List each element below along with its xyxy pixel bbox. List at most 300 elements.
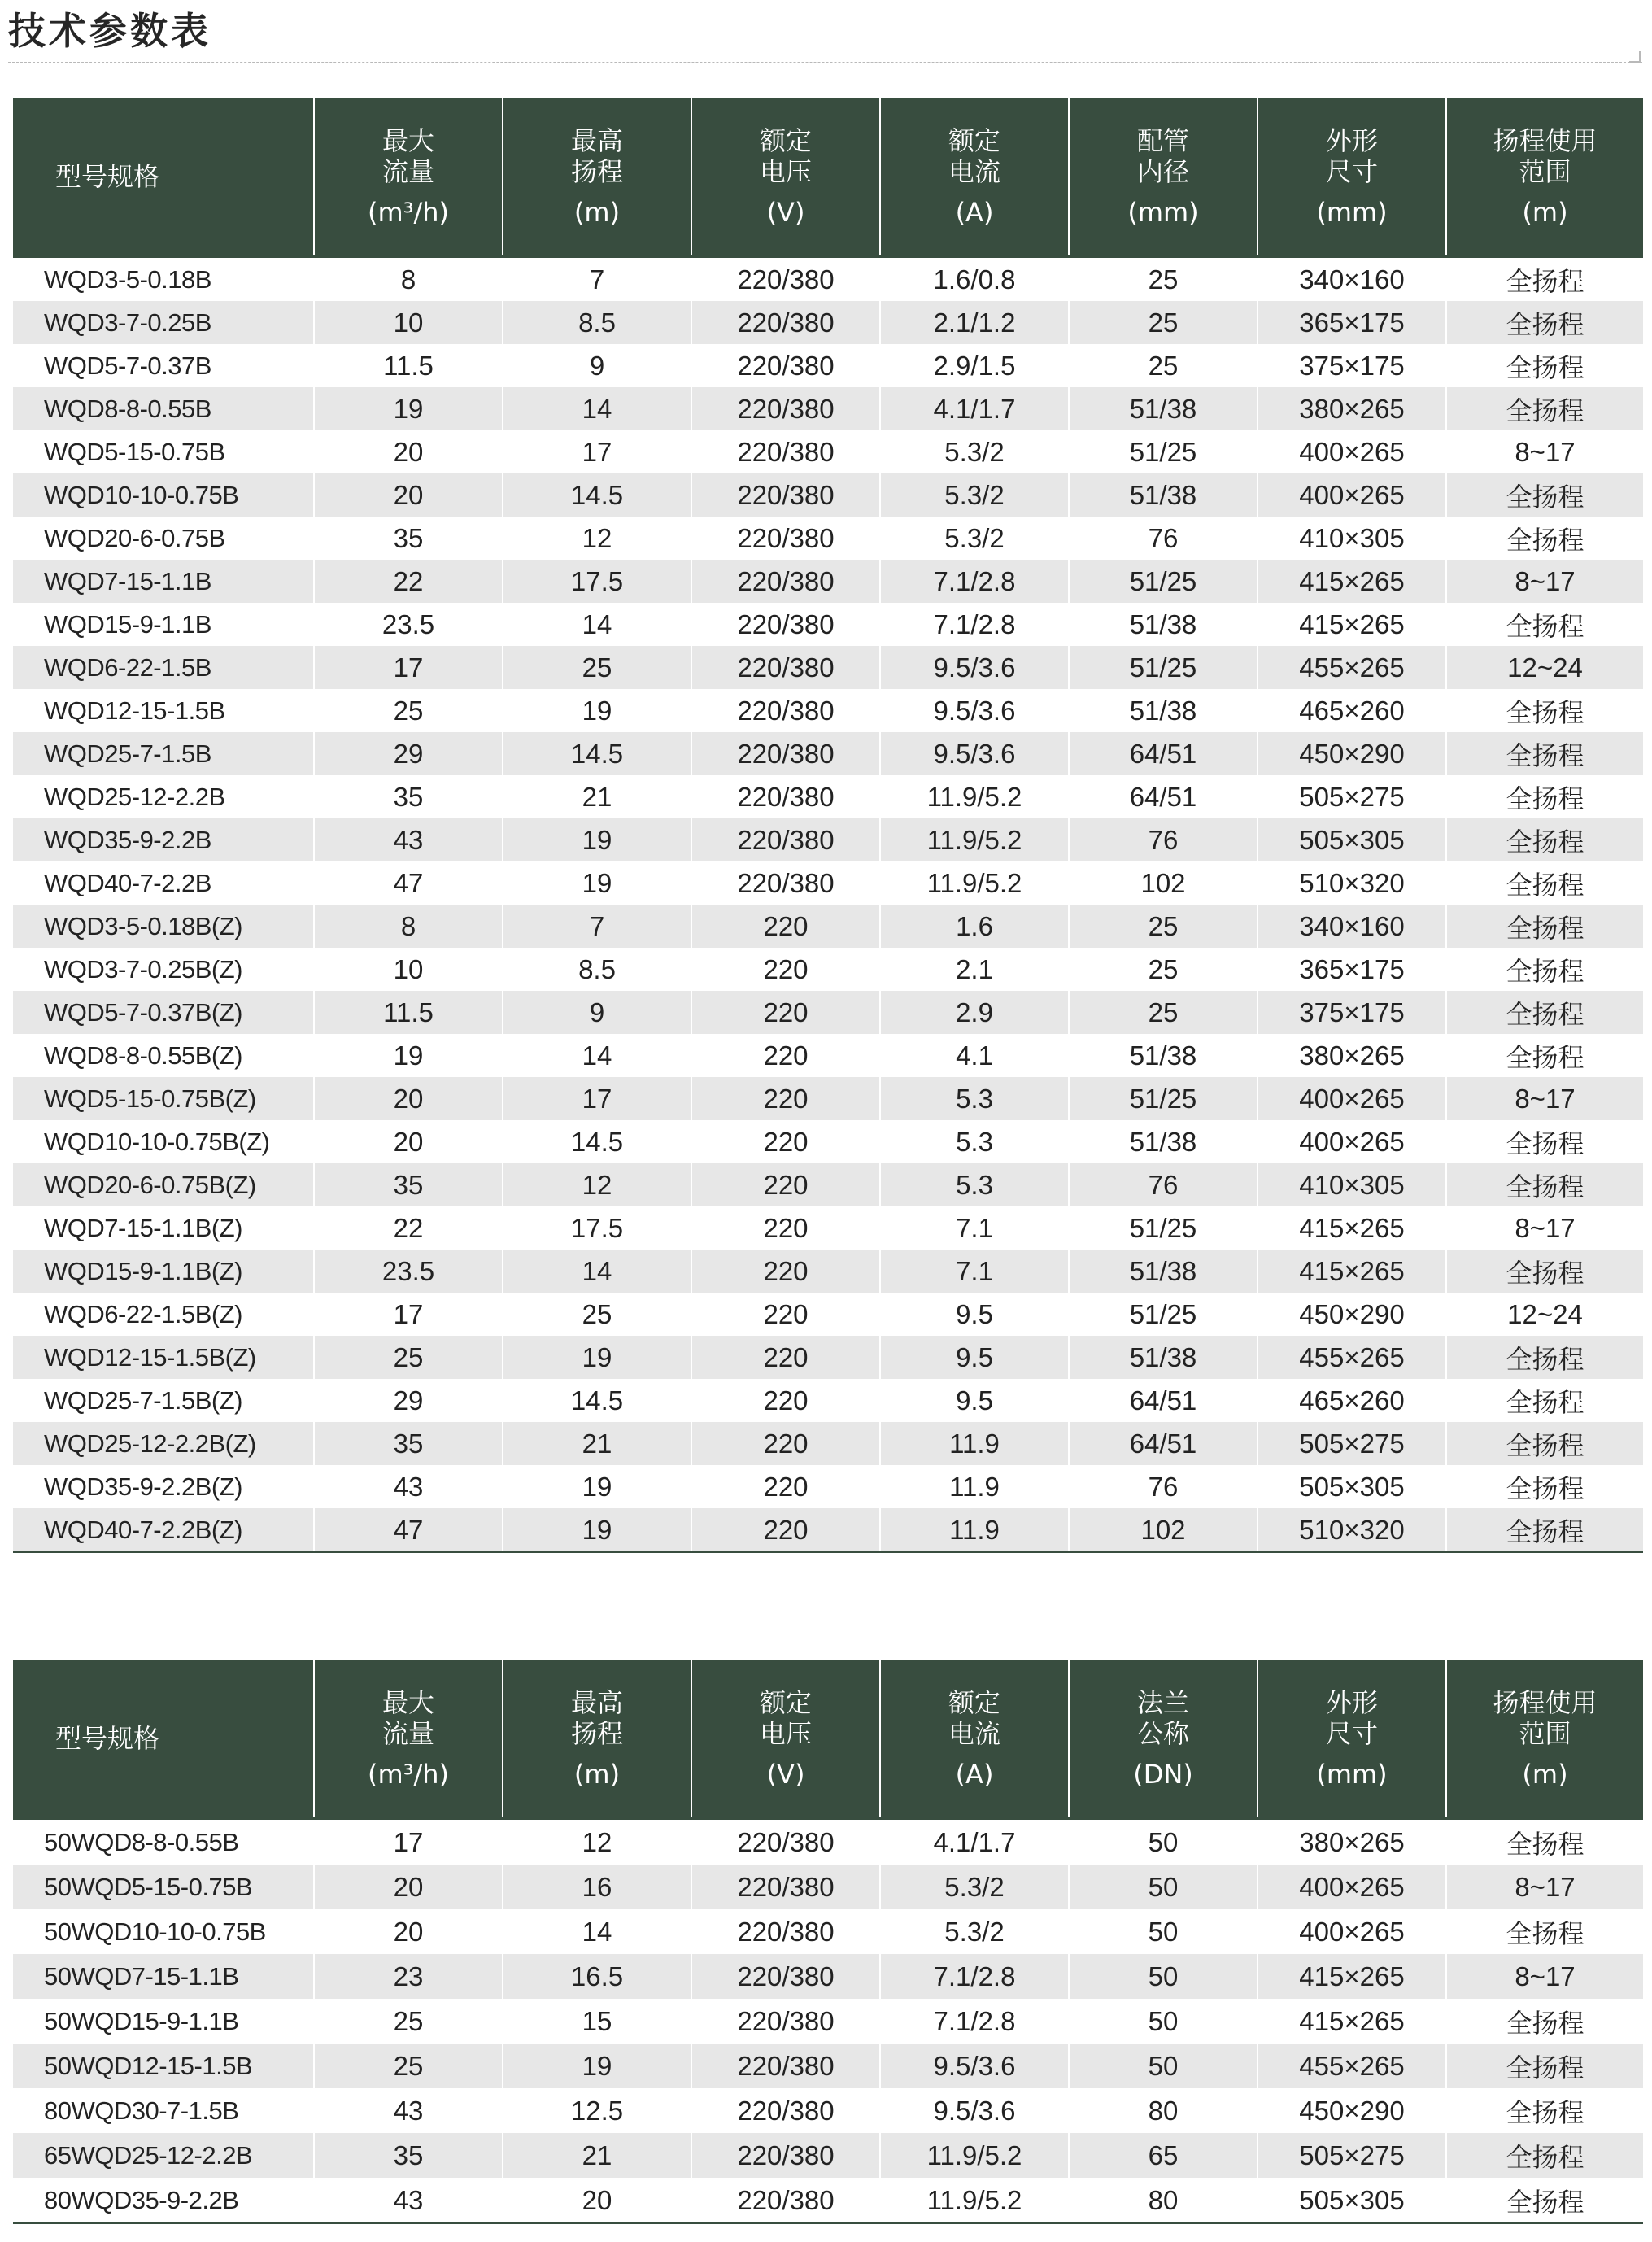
table-header-row xyxy=(13,1660,1643,1818)
header-rated-voltage xyxy=(691,98,880,256)
cell-model: 80WQD35-9-2.2B xyxy=(13,2178,314,2223)
table-row xyxy=(13,991,1643,1034)
table-row xyxy=(13,1336,1643,1379)
header-unit: (m³/h) xyxy=(367,1759,450,1790)
cell-max-head: 19 xyxy=(503,818,691,861)
cell-rated-current: 11.9/5.2 xyxy=(880,818,1069,861)
cell-head-range: 8~17 xyxy=(1446,1865,1643,1909)
cell-dimensions: 505×275 xyxy=(1258,2133,1446,2178)
cell-pipe-size: 51/38 xyxy=(1069,387,1258,430)
cell-head-range: 全扬程 xyxy=(1446,2133,1643,2178)
header-dimensions xyxy=(1258,1660,1446,1818)
cell-dimensions: 380×265 xyxy=(1258,387,1446,430)
cell-model: 50WQD5-15-0.75B xyxy=(13,1865,314,1909)
cell-rated-voltage: 220/380 xyxy=(691,732,880,775)
header-label: 型号规格 xyxy=(55,161,160,192)
cell-model: WQD12-15-1.5B(Z) xyxy=(13,1336,314,1379)
cell-dimensions: 450×290 xyxy=(1258,732,1446,775)
cell-pipe-size: 51/38 xyxy=(1069,1034,1258,1077)
cell-pipe-size: 76 xyxy=(1069,818,1258,861)
table-row xyxy=(13,2178,1643,2223)
cell-dimensions: 400×265 xyxy=(1258,1120,1446,1163)
header-model xyxy=(13,98,314,256)
cell-rated-voltage: 220/380 xyxy=(691,861,880,905)
cell-rated-current: 2.9 xyxy=(880,991,1069,1034)
header-rated-voltage xyxy=(691,1660,880,1818)
table-row xyxy=(13,603,1643,646)
cell-model: WQD15-9-1.1B(Z) xyxy=(13,1250,314,1293)
cell-rated-current: 9.5/3.6 xyxy=(880,732,1069,775)
cell-rated-current: 4.1/1.7 xyxy=(880,387,1069,430)
cell-pipe-size: 80 xyxy=(1069,2088,1258,2133)
cell-rated-voltage: 220/380 xyxy=(691,646,880,689)
cell-rated-current: 11.9/5.2 xyxy=(880,775,1069,818)
header-head-range xyxy=(1446,98,1643,256)
cell-model: WQD6-22-1.5B xyxy=(13,646,314,689)
cell-head-range: 全扬程 xyxy=(1446,1163,1643,1206)
table-row xyxy=(13,387,1643,430)
table-row xyxy=(13,1206,1643,1250)
cell-dimensions: 505×305 xyxy=(1258,1465,1446,1508)
cell-pipe-size: 51/38 xyxy=(1069,1120,1258,1163)
cell-model: WQD5-7-0.37B xyxy=(13,344,314,387)
cell-rated-voltage: 220/380 xyxy=(691,517,880,560)
table-row xyxy=(13,1999,1643,2044)
cell-head-range: 8~17 xyxy=(1446,430,1643,473)
cell-dimensions: 400×265 xyxy=(1258,473,1446,517)
cell-head-range: 全扬程 xyxy=(1446,473,1643,517)
cell-rated-current: 11.9 xyxy=(880,1465,1069,1508)
page-title: 技术参数表 xyxy=(8,9,211,53)
header-label: 法兰 公称 xyxy=(1136,1687,1189,1749)
cell-dimensions: 340×160 xyxy=(1258,905,1446,948)
cell-rated-voltage: 220 xyxy=(691,1206,880,1250)
cell-head-range: 全扬程 xyxy=(1446,732,1643,775)
cell-model: 50WQD15-9-1.1B xyxy=(13,1999,314,2044)
cell-dimensions: 415×265 xyxy=(1258,1250,1446,1293)
header-label: 扬程使用 范围 xyxy=(1493,125,1598,187)
cell-max-flow: 22 xyxy=(314,560,503,603)
cell-max-flow: 35 xyxy=(314,775,503,818)
cell-head-range: 全扬程 xyxy=(1446,2088,1643,2133)
cell-model: 50WQD10-10-0.75B xyxy=(13,1909,314,1954)
table-row xyxy=(13,2133,1643,2178)
cell-pipe-size: 25 xyxy=(1069,301,1258,344)
cell-max-head: 25 xyxy=(503,646,691,689)
cell-dimensions: 455×265 xyxy=(1258,646,1446,689)
cell-model: WQD40-7-2.2B(Z) xyxy=(13,1508,314,1552)
header-label: 外形 尺寸 xyxy=(1325,125,1378,187)
table-row xyxy=(13,646,1643,689)
cell-head-range: 8~17 xyxy=(1446,1206,1643,1250)
cell-model: WQD20-6-0.75B(Z) xyxy=(13,1163,314,1206)
cell-rated-voltage: 220/380 xyxy=(691,256,880,301)
cell-rated-voltage: 220/380 xyxy=(691,2178,880,2223)
cell-max-flow: 25 xyxy=(314,689,503,732)
cell-rated-voltage: 220/380 xyxy=(691,1818,880,1865)
title-divider xyxy=(8,62,1642,63)
cell-pipe-size: 51/38 xyxy=(1069,1250,1258,1293)
cell-pipe-size: 25 xyxy=(1069,991,1258,1034)
header-label: 额定 电压 xyxy=(759,1687,812,1749)
cell-max-head: 21 xyxy=(503,1422,691,1465)
cell-max-head: 19 xyxy=(503,1508,691,1552)
cell-rated-voltage: 220/380 xyxy=(691,2044,880,2088)
header-unit: (m) xyxy=(573,197,621,228)
header-max-head xyxy=(503,98,691,256)
cell-dimensions: 505×305 xyxy=(1258,818,1446,861)
cell-max-head: 17 xyxy=(503,1077,691,1120)
header-unit: (A) xyxy=(955,1759,994,1790)
cell-max-head: 19 xyxy=(503,861,691,905)
cell-rated-current: 11.9/5.2 xyxy=(880,2178,1069,2223)
cell-rated-current: 5.3 xyxy=(880,1077,1069,1120)
cell-max-flow: 25 xyxy=(314,2044,503,2088)
cell-head-range: 8~17 xyxy=(1446,1077,1643,1120)
header-label: 最大 流量 xyxy=(381,1687,434,1749)
cell-head-range: 全扬程 xyxy=(1446,1999,1643,2044)
cell-rated-current: 7.1 xyxy=(880,1250,1069,1293)
cell-pipe-size: 50 xyxy=(1069,1818,1258,1865)
cell-max-flow: 20 xyxy=(314,1909,503,1954)
cell-rated-voltage: 220/380 xyxy=(691,2088,880,2133)
cell-max-flow: 25 xyxy=(314,1336,503,1379)
table-row xyxy=(13,2044,1643,2088)
cell-model: WQD25-7-1.5B(Z) xyxy=(13,1379,314,1422)
cell-max-flow: 35 xyxy=(314,1422,503,1465)
cell-rated-voltage: 220/380 xyxy=(691,387,880,430)
cell-max-head: 16.5 xyxy=(503,1954,691,1999)
cell-pipe-size: 51/38 xyxy=(1069,1336,1258,1379)
header-unit: (V) xyxy=(766,1759,805,1790)
cell-max-head: 20 xyxy=(503,2178,691,2223)
cell-head-range: 全扬程 xyxy=(1446,1120,1643,1163)
cell-rated-voltage: 220/380 xyxy=(691,1865,880,1909)
spec-table-2 xyxy=(13,1660,1643,2224)
header-label: 外形 尺寸 xyxy=(1325,1687,1378,1749)
cell-model: 65WQD25-12-2.2B xyxy=(13,2133,314,2178)
cell-max-flow: 47 xyxy=(314,1508,503,1552)
cell-head-range: 全扬程 xyxy=(1446,1818,1643,1865)
cell-dimensions: 510×320 xyxy=(1258,1508,1446,1552)
table-row xyxy=(13,344,1643,387)
cell-pipe-size: 102 xyxy=(1069,861,1258,905)
cell-pipe-size: 64/51 xyxy=(1069,1422,1258,1465)
header-unit: (m³/h) xyxy=(367,197,450,228)
header-unit: (mm) xyxy=(1316,1759,1388,1790)
cell-pipe-size: 76 xyxy=(1069,1465,1258,1508)
table-row xyxy=(13,818,1643,861)
cell-head-range: 全扬程 xyxy=(1446,1422,1643,1465)
header-label: 最高 扬程 xyxy=(570,125,623,187)
cell-max-flow: 11.5 xyxy=(314,991,503,1034)
cell-head-range: 全扬程 xyxy=(1446,1034,1643,1077)
cell-max-head: 9 xyxy=(503,344,691,387)
cell-pipe-size: 50 xyxy=(1069,1999,1258,2044)
cell-rated-current: 7.1 xyxy=(880,1206,1069,1250)
cell-head-range: 12~24 xyxy=(1446,1293,1643,1336)
cell-max-flow: 43 xyxy=(314,1465,503,1508)
cell-head-range: 全扬程 xyxy=(1446,517,1643,560)
cell-dimensions: 505×305 xyxy=(1258,2178,1446,2223)
cell-max-head: 14 xyxy=(503,1250,691,1293)
table-row xyxy=(13,1077,1643,1120)
cell-dimensions: 400×265 xyxy=(1258,1909,1446,1954)
cell-dimensions: 400×265 xyxy=(1258,430,1446,473)
cell-rated-current: 5.3/2 xyxy=(880,1909,1069,1954)
table-row xyxy=(13,430,1643,473)
cell-head-range: 全扬程 xyxy=(1446,991,1643,1034)
cell-pipe-size: 51/38 xyxy=(1069,473,1258,517)
cell-rated-current: 5.3 xyxy=(880,1163,1069,1206)
cell-max-head: 17.5 xyxy=(503,1206,691,1250)
cell-max-flow: 19 xyxy=(314,387,503,430)
header-unit: (DN) xyxy=(1133,1759,1193,1790)
cell-max-head: 19 xyxy=(503,2044,691,2088)
cell-max-flow: 35 xyxy=(314,1163,503,1206)
cell-rated-current: 4.1 xyxy=(880,1034,1069,1077)
cell-head-range: 8~17 xyxy=(1446,1954,1643,1999)
cell-rated-voltage: 220/380 xyxy=(691,775,880,818)
cell-max-head: 17 xyxy=(503,430,691,473)
cell-max-flow: 17 xyxy=(314,1818,503,1865)
cell-max-flow: 29 xyxy=(314,732,503,775)
table-header-row xyxy=(13,98,1643,256)
cell-rated-current: 2.1/1.2 xyxy=(880,301,1069,344)
table-row xyxy=(13,905,1643,948)
table-row xyxy=(13,1954,1643,1999)
header-unit: (m) xyxy=(573,1759,621,1790)
cell-max-flow: 25 xyxy=(314,1999,503,2044)
cell-max-head: 21 xyxy=(503,775,691,818)
cell-rated-voltage: 220 xyxy=(691,948,880,991)
cell-dimensions: 400×265 xyxy=(1258,1865,1446,1909)
cell-dimensions: 410×305 xyxy=(1258,1163,1446,1206)
cell-rated-voltage: 220/380 xyxy=(691,1999,880,2044)
cell-model: 80WQD30-7-1.5B xyxy=(13,2088,314,2133)
cell-max-flow: 20 xyxy=(314,1865,503,1909)
cell-max-flow: 10 xyxy=(314,301,503,344)
cell-dimensions: 365×175 xyxy=(1258,301,1446,344)
cell-max-head: 8.5 xyxy=(503,301,691,344)
cell-head-range: 全扬程 xyxy=(1446,1379,1643,1422)
cell-pipe-size: 64/51 xyxy=(1069,732,1258,775)
cell-max-head: 8.5 xyxy=(503,948,691,991)
table-row xyxy=(13,1508,1643,1552)
cell-rated-voltage: 220 xyxy=(691,1336,880,1379)
cell-head-range: 全扬程 xyxy=(1446,861,1643,905)
table-row xyxy=(13,517,1643,560)
cell-max-head: 12.5 xyxy=(503,2088,691,2133)
cell-max-flow: 20 xyxy=(314,473,503,517)
cell-model: WQD8-8-0.55B xyxy=(13,387,314,430)
table-row xyxy=(13,1909,1643,1954)
cell-max-flow: 20 xyxy=(314,1077,503,1120)
table-row xyxy=(13,2088,1643,2133)
table-row xyxy=(13,861,1643,905)
cell-model: WQD25-7-1.5B xyxy=(13,732,314,775)
cell-model: WQD25-12-2.2B xyxy=(13,775,314,818)
cell-rated-current: 9.5 xyxy=(880,1293,1069,1336)
cell-pipe-size: 50 xyxy=(1069,1954,1258,1999)
cell-rated-voltage: 220/380 xyxy=(691,1909,880,1954)
cell-max-head: 14.5 xyxy=(503,1120,691,1163)
header-label: 额定 电压 xyxy=(759,125,812,187)
cell-dimensions: 380×265 xyxy=(1258,1034,1446,1077)
cell-max-flow: 47 xyxy=(314,861,503,905)
cell-model: WQD40-7-2.2B xyxy=(13,861,314,905)
cell-pipe-size: 76 xyxy=(1069,517,1258,560)
cell-pipe-size: 51/25 xyxy=(1069,560,1258,603)
cell-max-flow: 19 xyxy=(314,1034,503,1077)
cell-rated-current: 5.3/2 xyxy=(880,430,1069,473)
table-row xyxy=(13,1120,1643,1163)
cell-max-head: 25 xyxy=(503,1293,691,1336)
cell-rated-current: 5.3 xyxy=(880,1120,1069,1163)
cell-max-head: 14 xyxy=(503,387,691,430)
cell-rated-current: 5.3/2 xyxy=(880,517,1069,560)
cell-model: WQD3-7-0.25B xyxy=(13,301,314,344)
table-row xyxy=(13,1865,1643,1909)
cell-dimensions: 465×260 xyxy=(1258,1379,1446,1422)
header-dimensions xyxy=(1258,98,1446,256)
cell-rated-voltage: 220/380 xyxy=(691,430,880,473)
cell-pipe-size: 64/51 xyxy=(1069,1379,1258,1422)
cell-rated-voltage: 220 xyxy=(691,1379,880,1422)
cell-dimensions: 455×265 xyxy=(1258,1336,1446,1379)
cell-head-range: 全扬程 xyxy=(1446,948,1643,991)
header-label: 配管 内径 xyxy=(1136,125,1189,187)
header-unit: (A) xyxy=(955,197,994,228)
cell-rated-voltage: 220 xyxy=(691,1120,880,1163)
cell-dimensions: 365×175 xyxy=(1258,948,1446,991)
cell-model: WQD7-15-1.1B(Z) xyxy=(13,1206,314,1250)
header-model xyxy=(13,1660,314,1818)
header-unit: (m) xyxy=(1522,197,1568,228)
cell-head-range: 全扬程 xyxy=(1446,256,1643,301)
cell-max-head: 15 xyxy=(503,1999,691,2044)
cell-pipe-size: 50 xyxy=(1069,1865,1258,1909)
cell-rated-voltage: 220 xyxy=(691,991,880,1034)
cell-rated-voltage: 220 xyxy=(691,1293,880,1336)
cell-max-flow: 43 xyxy=(314,2178,503,2223)
cell-model: WQD10-10-0.75B(Z) xyxy=(13,1120,314,1163)
table-row xyxy=(13,1163,1643,1206)
cell-rated-current: 9.5/3.6 xyxy=(880,646,1069,689)
table-row xyxy=(13,732,1643,775)
cell-max-head: 17.5 xyxy=(503,560,691,603)
cell-max-flow: 10 xyxy=(314,948,503,991)
cell-rated-voltage: 220/380 xyxy=(691,301,880,344)
cell-model: WQD35-9-2.2B(Z) xyxy=(13,1465,314,1508)
cell-rated-current: 9.5/3.6 xyxy=(880,2044,1069,2088)
cell-pipe-size: 51/25 xyxy=(1069,1206,1258,1250)
cell-model: WQD10-10-0.75B xyxy=(13,473,314,517)
cell-head-range: 全扬程 xyxy=(1446,603,1643,646)
table-row xyxy=(13,1250,1643,1293)
cell-max-head: 14.5 xyxy=(503,732,691,775)
header-unit: (V) xyxy=(766,197,805,228)
corner-mark xyxy=(1629,51,1641,63)
cell-max-flow: 23.5 xyxy=(314,1250,503,1293)
cell-max-flow: 23 xyxy=(314,1954,503,1999)
cell-dimensions: 410×305 xyxy=(1258,517,1446,560)
header-label: 型号规格 xyxy=(55,1723,160,1754)
cell-dimensions: 380×265 xyxy=(1258,1818,1446,1865)
cell-rated-current: 11.9/5.2 xyxy=(880,861,1069,905)
cell-rated-current: 7.1/2.8 xyxy=(880,1999,1069,2044)
table-row xyxy=(13,256,1643,301)
cell-rated-voltage: 220 xyxy=(691,1422,880,1465)
cell-pipe-size: 51/25 xyxy=(1069,1293,1258,1336)
cell-max-head: 14 xyxy=(503,1909,691,1954)
header-unit: (mm) xyxy=(1316,197,1388,228)
cell-rated-current: 2.1 xyxy=(880,948,1069,991)
cell-max-flow: 35 xyxy=(314,517,503,560)
cell-model: WQD3-7-0.25B(Z) xyxy=(13,948,314,991)
cell-dimensions: 415×265 xyxy=(1258,1954,1446,1999)
cell-rated-voltage: 220/380 xyxy=(691,560,880,603)
cell-max-flow: 23.5 xyxy=(314,603,503,646)
table-row xyxy=(13,560,1643,603)
cell-pipe-size: 25 xyxy=(1069,948,1258,991)
cell-rated-current: 11.9 xyxy=(880,1422,1069,1465)
cell-max-flow: 20 xyxy=(314,430,503,473)
cell-pipe-size: 76 xyxy=(1069,1163,1258,1206)
cell-max-head: 14 xyxy=(503,1034,691,1077)
cell-head-range: 全扬程 xyxy=(1446,1250,1643,1293)
cell-model: 50WQD7-15-1.1B xyxy=(13,1954,314,1999)
cell-max-head: 19 xyxy=(503,689,691,732)
cell-head-range: 全扬程 xyxy=(1446,775,1643,818)
spec-table-1 xyxy=(13,98,1643,1553)
cell-head-range: 全扬程 xyxy=(1446,1508,1643,1552)
cell-rated-voltage: 220/380 xyxy=(691,818,880,861)
header-label: 扬程使用 范围 xyxy=(1493,1687,1598,1749)
cell-pipe-size: 51/38 xyxy=(1069,689,1258,732)
header-head-range xyxy=(1446,1660,1643,1818)
cell-rated-current: 5.3/2 xyxy=(880,473,1069,517)
table-row xyxy=(13,775,1643,818)
cell-max-flow: 11.5 xyxy=(314,344,503,387)
cell-head-range: 全扬程 xyxy=(1446,1336,1643,1379)
header-label: 额定 电流 xyxy=(948,125,1000,187)
cell-model: WQD5-15-0.75B(Z) xyxy=(13,1077,314,1120)
cell-rated-voltage: 220 xyxy=(691,1034,880,1077)
cell-rated-current: 2.9/1.5 xyxy=(880,344,1069,387)
header-label: 最高 扬程 xyxy=(570,1687,623,1749)
cell-model: WQD8-8-0.55B(Z) xyxy=(13,1034,314,1077)
cell-rated-voltage: 220/380 xyxy=(691,473,880,517)
cell-dimensions: 375×175 xyxy=(1258,991,1446,1034)
cell-max-flow: 43 xyxy=(314,2088,503,2133)
header-pipe-size xyxy=(1069,98,1258,256)
cell-max-head: 9 xyxy=(503,991,691,1034)
cell-max-head: 16 xyxy=(503,1865,691,1909)
cell-rated-current: 4.1/1.7 xyxy=(880,1818,1069,1865)
cell-max-head: 14.5 xyxy=(503,473,691,517)
cell-model: WQD20-6-0.75B xyxy=(13,517,314,560)
table-row xyxy=(13,1034,1643,1077)
cell-pipe-size: 80 xyxy=(1069,2178,1258,2223)
cell-model: WQD15-9-1.1B xyxy=(13,603,314,646)
cell-head-range: 全扬程 xyxy=(1446,301,1643,344)
cell-rated-current: 9.5/3.6 xyxy=(880,2088,1069,2133)
cell-max-flow: 8 xyxy=(314,256,503,301)
cell-dimensions: 415×265 xyxy=(1258,603,1446,646)
cell-pipe-size: 25 xyxy=(1069,905,1258,948)
cell-max-head: 19 xyxy=(503,1465,691,1508)
